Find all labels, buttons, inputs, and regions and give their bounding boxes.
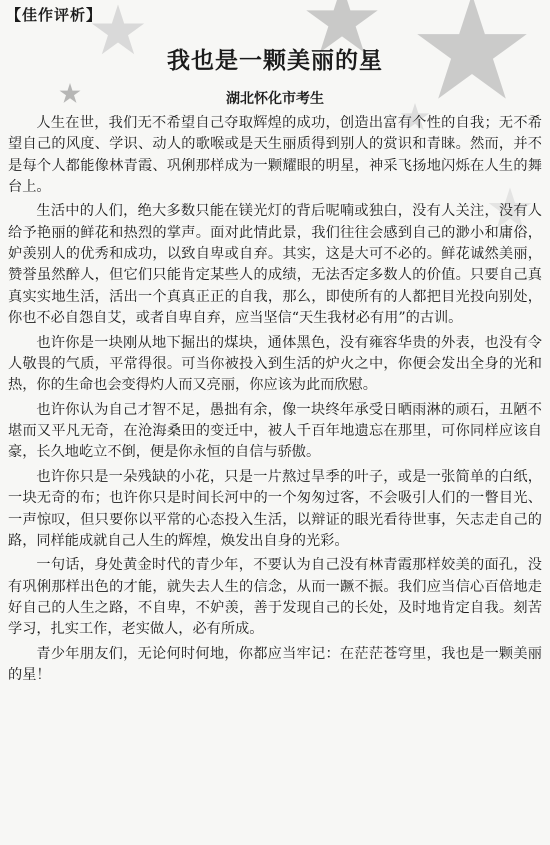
paragraph: 也许你只是一朵残缺的小花，只是一片熬过旱季的叶子，或是一张简单的白纸，一块无奇的布；也许你只是时间长河中的一个匆匆过客，不会吸引人们的一瞥目光、一声惊叹，但只要你以平常的心态投入生活，以辩证的眼光看待世事，矢志走自己的路，同样能成就自己人生的辉煌，焕发出自身的光彩。 <box>8 468 542 549</box>
paragraph: 人生在世，我们无不希望自己夺取辉煌的成功，创造出富有个性的自我；无不希望自己的风度、学识、动人的歌喉或是天生丽质得到别人的赏识和青睐。然而，并不是每个人都能像林青霞、巩俐那样成为一颗耀眼的明星，神采飞扬地闪烁在人生的舞台上。 <box>8 115 542 195</box>
article-body <box>8 113 542 690</box>
article-author: 湖北怀化市考生 <box>226 91 324 107</box>
paragraph: 也许你认为自己才智不足，愚拙有余，像一块终年承受日晒雨淋的顽石，丑陋不堪而又平凡无奇，在沧海桑田的变迁中，被人千百年地遗忘在那里，可你同样应该自豪，长久地屹立不倒，便是你永恒的自信与骄傲。 <box>8 401 542 461</box>
section-tag: 【佳作评析】 <box>6 6 103 24</box>
paragraph: 青少年朋友们，无论何时何地，你都应当牢记：在茫茫苍穹里，我也是一颗美丽的星！ <box>8 645 542 684</box>
paragraph: 生活中的人们，绝大多数只能在镁光灯的背后呢喃或独白，没有人关注，没有人给予艳丽的鲜花和热烈的掌声。面对此情此景，我们往往会感到自己的渺小和庸俗，妒羡别人的优秀和成功，以致自卑或自弃。其实，这是大可不必的。鲜花诚然美丽，赞誉虽然醉人，但它们只能肯定某些人的成绩，无法否定多数人的价值。只要自己真真实实地生活，活出一个真真正正的自我，那么，即使所有的人都把目光投向别处，你也不必自怨自艾，或者自卑自弃，应当坚信“天生我材必有用”的古训。 <box>8 203 542 326</box>
paragraph: 一句话，身处黄金时代的青少年，不要认为自己没有林青霞那样姣美的面孔，没有巩俐那样出色的才能，就失去人生的信念，从而一蹶不振。我们应当信心百倍地走好自己的人生之路，不自卑，不妒羡，善于发现自己的长处，及时地肯定自我。刻苦学习，扎实工作，老实做人，必有所成。 <box>8 557 542 638</box>
paragraph: 也许你是一块刚从地下掘出的煤块，通体黑色，没有雍容华贵的外表，也没有令人敬畏的气质，平常得很。可当你被投入到生活的炉火之中，你便会发出全身的光和热，你的生命也会变得灼人而又亮丽，你应该为此而欣慰。 <box>8 334 542 394</box>
article-title: 我也是一颗美丽的星 <box>167 48 383 74</box>
